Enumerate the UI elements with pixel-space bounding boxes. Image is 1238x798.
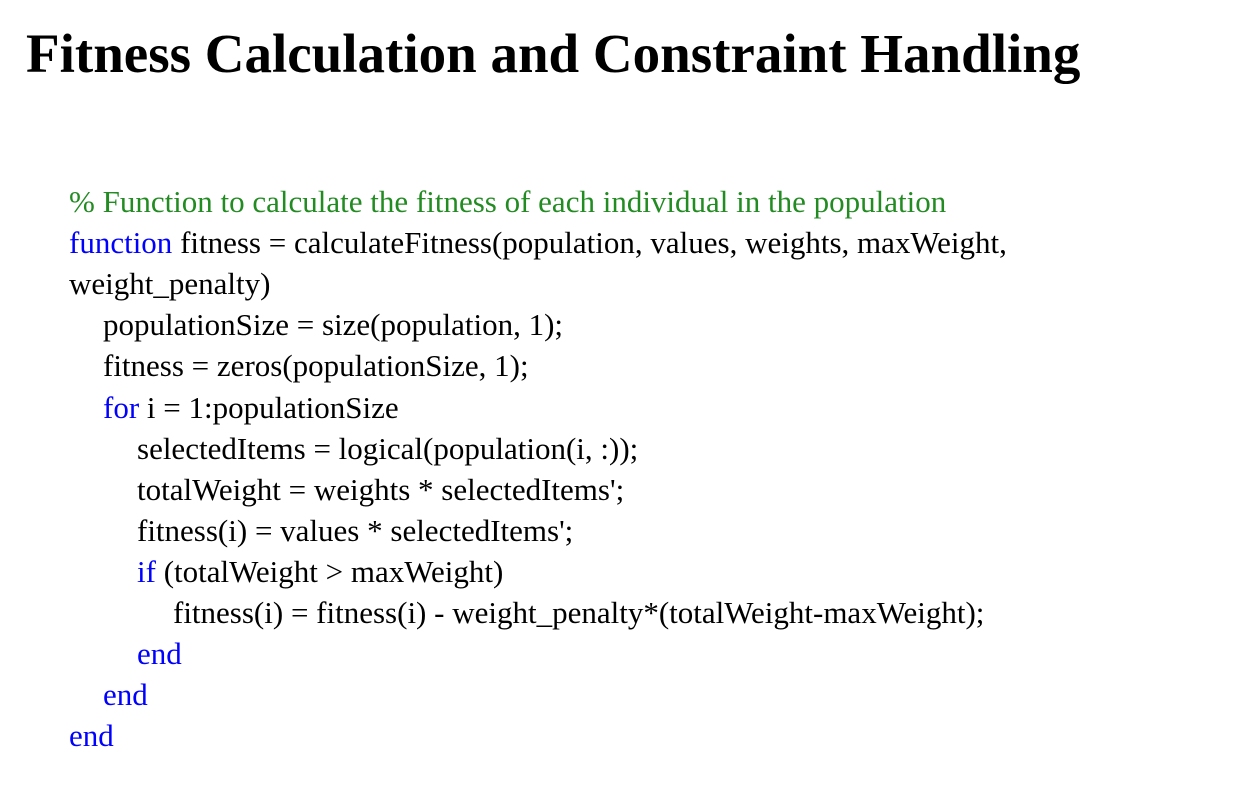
- function-signature-text: fitness = calculateFitness(population, values, weights, maxWeight,: [172, 225, 1007, 261]
- signature-continued-text: weight_penalty): [69, 266, 271, 302]
- code-block: [38, 140, 1218, 754]
- keyword-function: function: [69, 225, 173, 261]
- keyword-end-function: end: [69, 718, 114, 754]
- keyword-end-for: end: [103, 677, 148, 713]
- keyword-end-if: end: [137, 636, 182, 672]
- population-size-statement: populationSize = size(population, 1);: [103, 307, 564, 343]
- fitness-value-statement: fitness(i) = values * selectedItems';: [137, 512, 574, 548]
- page-title: Fitness Calculation and Constraint Handling: [26, 23, 1081, 84]
- keyword-for: for: [103, 389, 140, 425]
- total-weight-statement: totalWeight = weights * selectedItems';: [137, 471, 625, 507]
- selected-items-statement: selectedItems = logical(population(i, :));: [137, 430, 639, 466]
- keyword-if: if: [137, 553, 156, 589]
- code-line-comment: [38, 140, 1218, 220]
- code-line-end-for: [38, 633, 1218, 713]
- code-line-end-function: [38, 674, 1218, 754]
- for-loop-range: i = 1:populationSize: [139, 389, 399, 425]
- fitness-init-statement: fitness = zeros(populationSize, 1);: [103, 348, 529, 384]
- if-condition: (totalWeight > maxWeight): [155, 553, 504, 589]
- penalty-statement: fitness(i) = fitness(i) - weight_penalty*(totalWeight-maxWeight);: [173, 595, 985, 631]
- code-comment: % Function to calculate the fitness of each individual in the population: [69, 184, 947, 220]
